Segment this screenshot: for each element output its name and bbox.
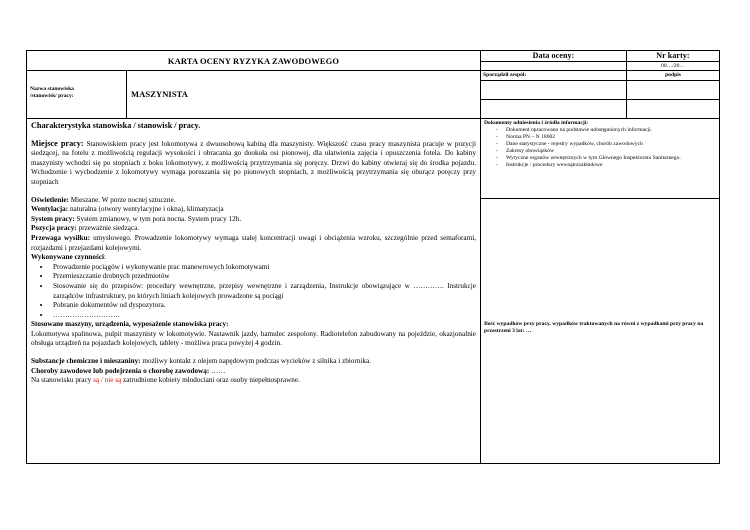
activities-colon: : (104, 253, 107, 262)
position-name-label (27, 71, 127, 119)
signature-label: podpis (627, 71, 719, 81)
team-member-field-2[interactable] (481, 100, 627, 119)
lighting-text: Mieszane. W porze nocnej sztuczne. (70, 195, 176, 204)
chemicals-label: Substancje chemiczne i mieszaniny: (31, 357, 141, 366)
posture-label: Pozycja pracy: (31, 224, 77, 233)
date-field[interactable] (481, 62, 627, 71)
employment-prefix: Na stanowisku pracy (31, 376, 92, 385)
machines-text: Lokomotywa spalinowa, pulpit maszynisty w lokomotywie. Nastawnik jazdy, hamulec zespolony. Radiotelefon zabudowany na pojeździe, okazjonalnie obsługa urządzeń na pojazdach kolejowych, tablety - możliwa praca powyżej 4 godzin. (31, 329, 476, 348)
prepared-by-label: Sporządził zespół: (481, 71, 627, 81)
diseases-line (31, 367, 476, 377)
activities-heading (31, 253, 476, 263)
ventilation-line (31, 205, 476, 215)
list-item: - Instrukcje / procedury wewnątrzzakładowe (496, 162, 716, 169)
chemicals-line (31, 357, 476, 367)
position-label-line2: /stanowisk/ pracy: (30, 93, 74, 99)
list-item: • Stosowanie się do przepisów: procedury wewnętrzne, przepisy wewnętrzne i zarządzenia, Instrukcje obowiązujące w …………. Instrukcje zarządców infrastruktury, po których liniach kolejowych prowadzone są pociągi (51, 282, 476, 301)
team-member-field-1[interactable] (481, 81, 627, 100)
chemicals-text: możliwy kontakt z olejem napędowym podczas wycieków z silnika i zbiornika. (142, 357, 371, 366)
workplace-text: Stanowiskiem pracy jest lokomotywa z dwuosobową kabiną dla maszynisty. Większość czasu pracy maszynista pracuje w pozycji siedzącej, na fotelu z możliwością regulacji wysokości i obracania go dookoła osi pionowej, dla ułatwienia zajęcia i opuszczenia fotela. Do kabiny maszynisty wchodzi się po stopniach z boku lokomotywy, z możliwością przytrzymania się poręczy. Drzwi do kabiny otwieraj się do środka pojazdu. Wchodzenie i wychodzenie z lokomotywy wymaga poruszania się po pionowych stopniach, z możliwością przytrzymania się oburącz poręczy przy stopniach (31, 139, 476, 186)
employment-choice[interactable]: są / nie są (93, 376, 122, 385)
activities-list (31, 263, 476, 321)
list-item: • ………………………. (51, 311, 476, 321)
diseases-label: Choroby zawodowe lub podejrzenia o chorobę zawodową: (31, 366, 210, 375)
ventilation-label: Wentylacja: (31, 205, 69, 214)
list-item: - Dokument opracowano na podstawie udostępnionych informacji. (496, 127, 716, 134)
list-item: • Przemieszczanie drobnych przedmiotów (51, 272, 476, 282)
system-text: System zmianowy, w tym pora nocna. System pracy 12h. (76, 214, 242, 223)
signature-field-1[interactable] (627, 81, 719, 100)
reference-documents (481, 119, 719, 199)
effort-line (31, 234, 476, 253)
activities-label: Wykonywane czynności (31, 253, 105, 262)
card-number-value[interactable]: 00…/20… (627, 62, 719, 71)
list-item: - Zakresy obowiązków (496, 148, 716, 155)
reference-documents-title: Dokumenty odniesienia i źródła informacji: (484, 120, 589, 126)
system-line (31, 215, 476, 225)
employment-suffix: zatrudnione kobiety młodociani oraz osoby niepełnosprawne. (123, 376, 300, 385)
effort-text: umysłowego. Prowadzenie lokomotywy wymaga stałej koncentracji uwagi i obciążenia wzroku, szczególnie przed semaforami, rozjazdami i przejazdami kolejowymi. (31, 233, 476, 252)
posture-text: przeważnie siedząca. (78, 224, 140, 233)
machines-label: Stosowane maszyny, urządzenia, wyposażenie stanowiska pracy: (31, 320, 229, 329)
lighting-line (31, 196, 476, 206)
diseases-text: …… (211, 366, 226, 375)
date-label: Data oceny: (481, 51, 627, 62)
position-label-line1: Nazwa stanowiska (30, 86, 74, 92)
signature-field-2[interactable] (627, 100, 719, 119)
workplace-label: Miejsce pracy: (31, 138, 84, 148)
list-item: • Pobranie dokumentów od dyspozytora. (51, 301, 476, 311)
list-item: • Prowadzenie pociągów i wykonywanie prac manewrowych lokomotywami (51, 263, 476, 273)
workplace-paragraph (31, 139, 476, 188)
ventilation-text: naturalna (otwory wentylacyjne i okna), klimatyzacja (69, 205, 224, 214)
position-name: MASZYNISTA (127, 71, 481, 119)
accidents-text: Ilość wypadków przy pracy, wypadków traktowanych na równi z wypadkami przy pracy na przestrzeni 3 lat: … (484, 321, 704, 334)
card-number-label: Nr karty: (627, 51, 719, 62)
lighting-label: Oświetlenie: (31, 195, 69, 204)
document-title: KARTA OCENY RYZYKA ZAWODOWEGO (27, 51, 481, 71)
list-item: - Wytyczne organów zewnętrznych w tym Głównego Inspektoratu Sanitarnego. (496, 155, 716, 162)
risk-card (26, 50, 720, 464)
effort-label: Przewaga wysiłku: (31, 233, 90, 242)
employment-line (31, 376, 476, 386)
reference-documents-list (484, 127, 716, 169)
list-item: - Norma PN – N 18002 (496, 134, 716, 141)
posture-line (31, 224, 476, 234)
accidents-section (481, 199, 719, 463)
system-label: System pracy: (31, 214, 75, 223)
workplace-characteristics (27, 119, 481, 463)
section-title: Charakterystyka stanowiska / stanowisk / pracy. (31, 121, 201, 130)
list-item: - Dane statystyczne - rejestry wypadków, chorób zawodowych (496, 141, 716, 148)
